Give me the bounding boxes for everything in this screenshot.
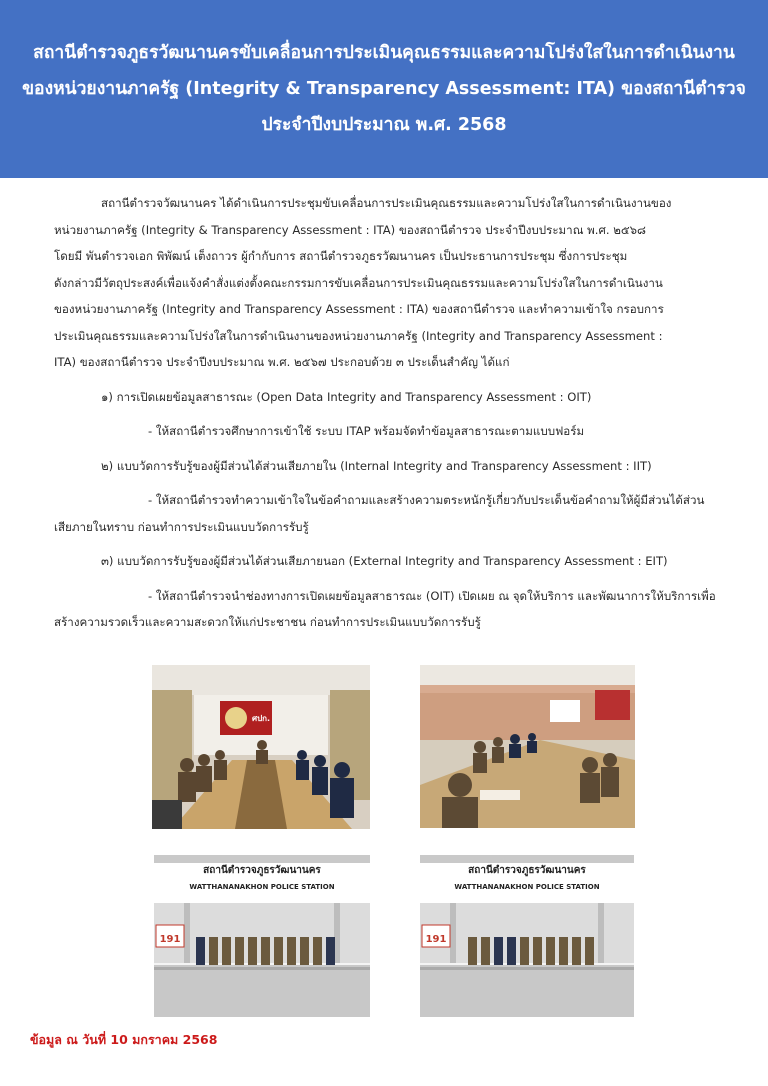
item-1-detail: - ให้สถานีตำรวจศึกษาการเข้าใช้ ระบบ ITAP พร้อมจัดทำข้อมูลสาธารณะตามแบบฟอร์ม (148, 424, 585, 438)
station-group-photo-2 (420, 855, 634, 1017)
station-sign-en-2: WATTHANANAKHON POLICE STATION (454, 883, 600, 891)
intro-line-3: โดยมี พันตำรวจเอก พิพัฒน์ เต็งถาวร ผู้กำกับการ สถานีตำรวจภูธรวัฒนานคร เป็นประธานการประชุม ซึ่งการประชุม (54, 249, 628, 263)
meeting-sign-text: ศปก. (252, 714, 271, 723)
meeting-photo-front (152, 665, 370, 829)
station-sign-th-2: สถานีตำรวจภูธรวัฒนานคร (468, 865, 586, 876)
hotline-sign-1: 191 (159, 934, 181, 945)
item-3-heading: ๓) แบบวัดการรับรู้ของผู้มีส่วนได้ส่วนเสียภายนอก (External Integrity and Transparency Assessment : EIT) (101, 554, 668, 568)
intro-line-2: หน่วยงานภาครัฐ (Integrity & Transparency Assessment : ITA) ของสถานีตำรวจ ประจำปีงบประมาณ พ.ศ. ๒๕๖๘ (54, 222, 646, 237)
meeting-photo-side (420, 665, 635, 828)
intro-line-4: ดังกล่าวมีวัตถุประสงค์เพื่อแจ้งคำสั่งแต่งตั้งคณะกรรมการขับเคลื่อนการประเมินคุณธรรมและความโปร่งใสในการดำเนินงาน (54, 275, 663, 290)
station-sign-en-1: WATTHANANAKHON POLICE STATION (189, 883, 335, 891)
intro-line-1: สถานีตำรวจวัฒนานคร ได้ดำเนินการประชุมขับเคลื่อนการประเมินคุณธรรมและความโปร่งใสในการดำเนินงานของ (101, 196, 672, 210)
item-2-detail: - ให้สถานีตำรวจทำความเข้าใจในข้อคำถามและสร้างความตระหนักรู้เกี่ยวกับประเด็นข้อคำถามให้ผู้มีส่วนได้ส่วนเสียภายในทราบ ก่อนทำการประเมินแบบวัดการรับรู้ (54, 493, 705, 534)
page-title-line-1: สถานีตำรวจภูธรวัฒนานครขับเคลื่อนการประเมินคุณธรรมและความโปร่งใสในการดำเนินงาน (33, 43, 735, 63)
hotline-sign-2: 191 (425, 934, 447, 945)
item-1-heading: ๑) การเปิดเผยข้อมูลสาธารณะ (Open Data Integrity and Transparency Assessment : OIT) (101, 389, 592, 404)
page-title-line-2: ของหน่วยงานภาครัฐ (Integrity & Transparency Assessment: ITA) ของสถานีตำรวจ (22, 79, 746, 99)
article-body (54, 190, 716, 636)
station-sign-th-1: สถานีตำรวจภูธรวัฒนานคร (203, 865, 321, 876)
station-group-photo-1 (154, 855, 370, 1017)
data-as-of-note: ข้อมูล ณ วันที่ 10 มกราคม 2568 (30, 1032, 218, 1047)
item-3-detail: - ให้สถานีตำรวจนำช่องทางการเปิดเผยข้อมูลสาธารณะ (OIT) เปิดเผย ณ จุดให้บริการ และพัฒนาการให้บริการเพื่อสร้างความรวดเร็วและความสะดวกให้แก่ประชาชน ก่อนทำการประเมินแบบวัดการรับรู้ (54, 588, 716, 629)
title-banner (0, 0, 768, 178)
page-title-line-3: ประจำปีงบประมาณ พ.ศ. 2568 (261, 115, 507, 135)
intro-line-7: ITA) ของสถานีตำรวจ ประจำปีงบประมาณ พ.ศ. ๒๕๖๗ ประกอบด้วย ๓ ประเด็นสำคัญ ได้แก่ (54, 355, 510, 369)
intro-line-6: ประเมินคุณธรรมและความโปร่งใสในการดำเนินงานของหน่วยงานภาครัฐ (Integrity and Transparency Assessment : (54, 328, 663, 343)
item-2-heading: ๒) แบบวัดการรับรู้ของผู้มีส่วนได้ส่วนเสียภายใน (Internal Integrity and Transparency Assessment : IIT) (101, 458, 652, 473)
intro-line-5: ของหน่วยงานภาครัฐ (Integrity and Transparency Assessment : ITA) ของสถานีตำรวจ และทำความเข้าใจ กรอบการ (54, 302, 664, 316)
